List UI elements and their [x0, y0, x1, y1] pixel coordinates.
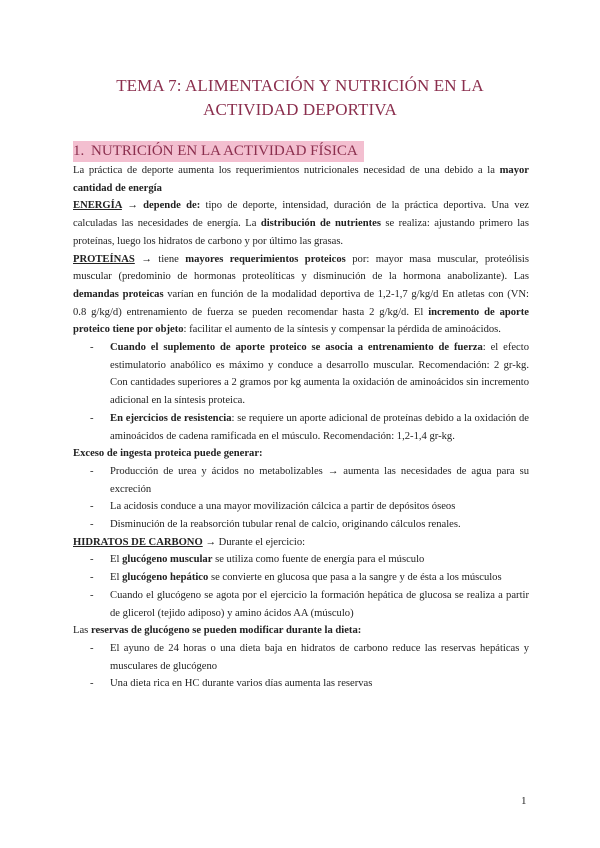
- reservas-pre: Las: [73, 625, 91, 637]
- list-item-text: El ayuno de 24 horas o una dieta baja en hidratos de carbono reduce las reservas hepáticas y musculares de glucógeno: [110, 642, 529, 672]
- list-dash: -: [90, 554, 94, 566]
- proteinas-bold-2: demandas proteicas: [73, 288, 164, 300]
- list-item-text: : se requiere un aporte adicional de proteínas debido a la oxidación de aminoácidos de cadena ramificada en el músculo. Recomendación: 1,2-1,4 gr-kg.: [110, 412, 529, 442]
- list-dash: -: [90, 642, 94, 654]
- hidratos-heading: HIDRATOS DE CARBONO: [73, 536, 203, 548]
- list-item-text: : el efecto estimulatorio anabólico es máximo y conduce a desarrollo muscular. Recomendación: 2 gr-kg. Con cantidades superiores a 2 gramos por kg aumenta la oxidación de aminoácidos sin incremento adicional en la síntesis proteica.: [110, 342, 529, 407]
- energia-bold: distribución de nutrientes: [260, 218, 381, 230]
- list-item-bold: glucógeno muscular: [122, 554, 213, 566]
- proteinas-heading: PROTEÍNAS: [73, 253, 135, 265]
- exceso-heading: [73, 445, 529, 463]
- list-item-post: se utiliza como fuente de energía para el músculo: [212, 554, 425, 566]
- list-item-pre: El: [110, 554, 123, 566]
- list-dash: -: [90, 678, 94, 690]
- list-dash: -: [90, 465, 94, 477]
- intro-paragraph: [73, 162, 529, 197]
- proteinas-text-3: varían en función de la modalidad deportiva de 1,2-1,7 g/kg/d En atletas con (VN: 0.8 g/kg/d) entrenamiento de fuerza se pueden recomendar hasta 2 g/kg/d. El: [73, 288, 529, 318]
- exceso-list: [73, 463, 529, 534]
- list-item: [73, 516, 529, 534]
- proteinas-text-1: tiene: [158, 253, 186, 265]
- list-item-bold: En ejercicios de resistencia: [110, 412, 232, 424]
- list-item-bold: Cuando el suplemento de aporte proteico se asocia a entrenamiento de fuerza: [110, 342, 483, 354]
- section-heading: [73, 141, 364, 162]
- list-item-text: La acidosis conduce a una mayor movilización cálcica a partir de depósitos óseos: [110, 501, 456, 513]
- list-item: [73, 498, 529, 516]
- proteinas-paragraph: [73, 251, 529, 340]
- list-item: [73, 640, 529, 675]
- list-dash: -: [90, 412, 94, 424]
- list-item-bold: glucógeno hepático: [122, 572, 209, 584]
- list-item: [73, 675, 529, 693]
- list-item: [73, 463, 529, 498]
- list-dash: -: [90, 501, 94, 513]
- section-number: 1.: [73, 143, 85, 159]
- list-item-text: Producción de urea y ácidos no metabolizables → aumenta las necesidades de agua para su excreción: [110, 465, 529, 495]
- proteinas-list: [73, 339, 529, 445]
- page-title-line-2: ACTIVIDAD DEPORTIVA: [203, 100, 397, 119]
- list-dash: -: [90, 342, 94, 354]
- page-number: 1: [521, 795, 527, 807]
- list-item-pre: Cuando el glucógeno se agota por el ejercicio la formación hepática de glucosa se realiza a partir de glicerol (tejido adiposo) y amino ácidos AA (músculo): [110, 589, 529, 619]
- energia-arrow: →: [121, 200, 144, 212]
- list-dash: -: [90, 519, 94, 531]
- energia-depende: depende de:: [143, 200, 201, 212]
- list-item-post: se convierte en glucosa que pasa a la sangre y de ésta a los músculos: [208, 572, 502, 584]
- proteinas-arrow: →: [134, 253, 159, 265]
- reservas-paragraph: [73, 622, 529, 640]
- exceso-heading-text: Exceso de ingesta proteica puede generar:: [73, 448, 263, 460]
- proteinas-bold-3: incremento de aporte proteico tiene por objeto: [73, 306, 529, 336]
- hidratos-paragraph: [73, 534, 529, 552]
- proteinas-bold-1: mayores requerimientos proteicos: [185, 253, 346, 265]
- list-item-text: Disminución de la reabsorción tubular renal de calcio, originando cálculos renales.: [110, 519, 461, 531]
- list-dash: -: [90, 589, 94, 601]
- list-item: [73, 587, 529, 622]
- energia-heading: ENERGÍA: [73, 200, 122, 212]
- energia-text-1: tipo de deporte, intensidad, duración de la práctica deportiva. Una vez calculadas las necesidades de energía. La: [73, 200, 529, 230]
- list-item: [73, 569, 529, 587]
- energia-text-2: se realiza: ajustando primero las proteínas, luego los hidratos de carbono y por último las grasas.: [73, 218, 529, 247]
- reservas-list: [73, 640, 529, 693]
- page-title-line-1: TEMA 7: ALIMENTACIÓN Y NUTRICIÓN EN LA: [116, 76, 484, 95]
- list-item: [73, 551, 529, 569]
- intro-text: La práctica de deporte aumenta los requerimientos nutricionales necesidad de una debido a la: [73, 165, 500, 176]
- list-item-pre: El: [110, 572, 123, 584]
- intro-bold: mayor cantidad de energía: [73, 165, 529, 194]
- energia-paragraph: [73, 197, 529, 250]
- proteinas-text-2: por: mayor masa muscular, proteólisis muscular (predominio de hormonas proteolíticas y disminución de la hormona anabolizante). Las: [73, 253, 529, 283]
- hidratos-text: → Durante el ejercicio:: [202, 536, 306, 548]
- reservas-bold: reservas de glucógeno se pueden modificar durante la dieta:: [90, 625, 362, 637]
- section-label: NUTRICIÓN EN LA ACTIVIDAD FÍSICA: [91, 143, 358, 159]
- hidratos-list: [73, 551, 529, 622]
- list-item: [73, 339, 529, 410]
- proteinas-text-4: : facilitar el aumento de la síntesis y compensar la pérdida de aminoácidos.: [183, 324, 501, 336]
- list-item-text: Una dieta rica en HC durante varios días aumenta las reservas: [110, 678, 373, 690]
- list-dash: -: [90, 572, 94, 584]
- list-item: [73, 410, 529, 445]
- document-body: [73, 162, 529, 693]
